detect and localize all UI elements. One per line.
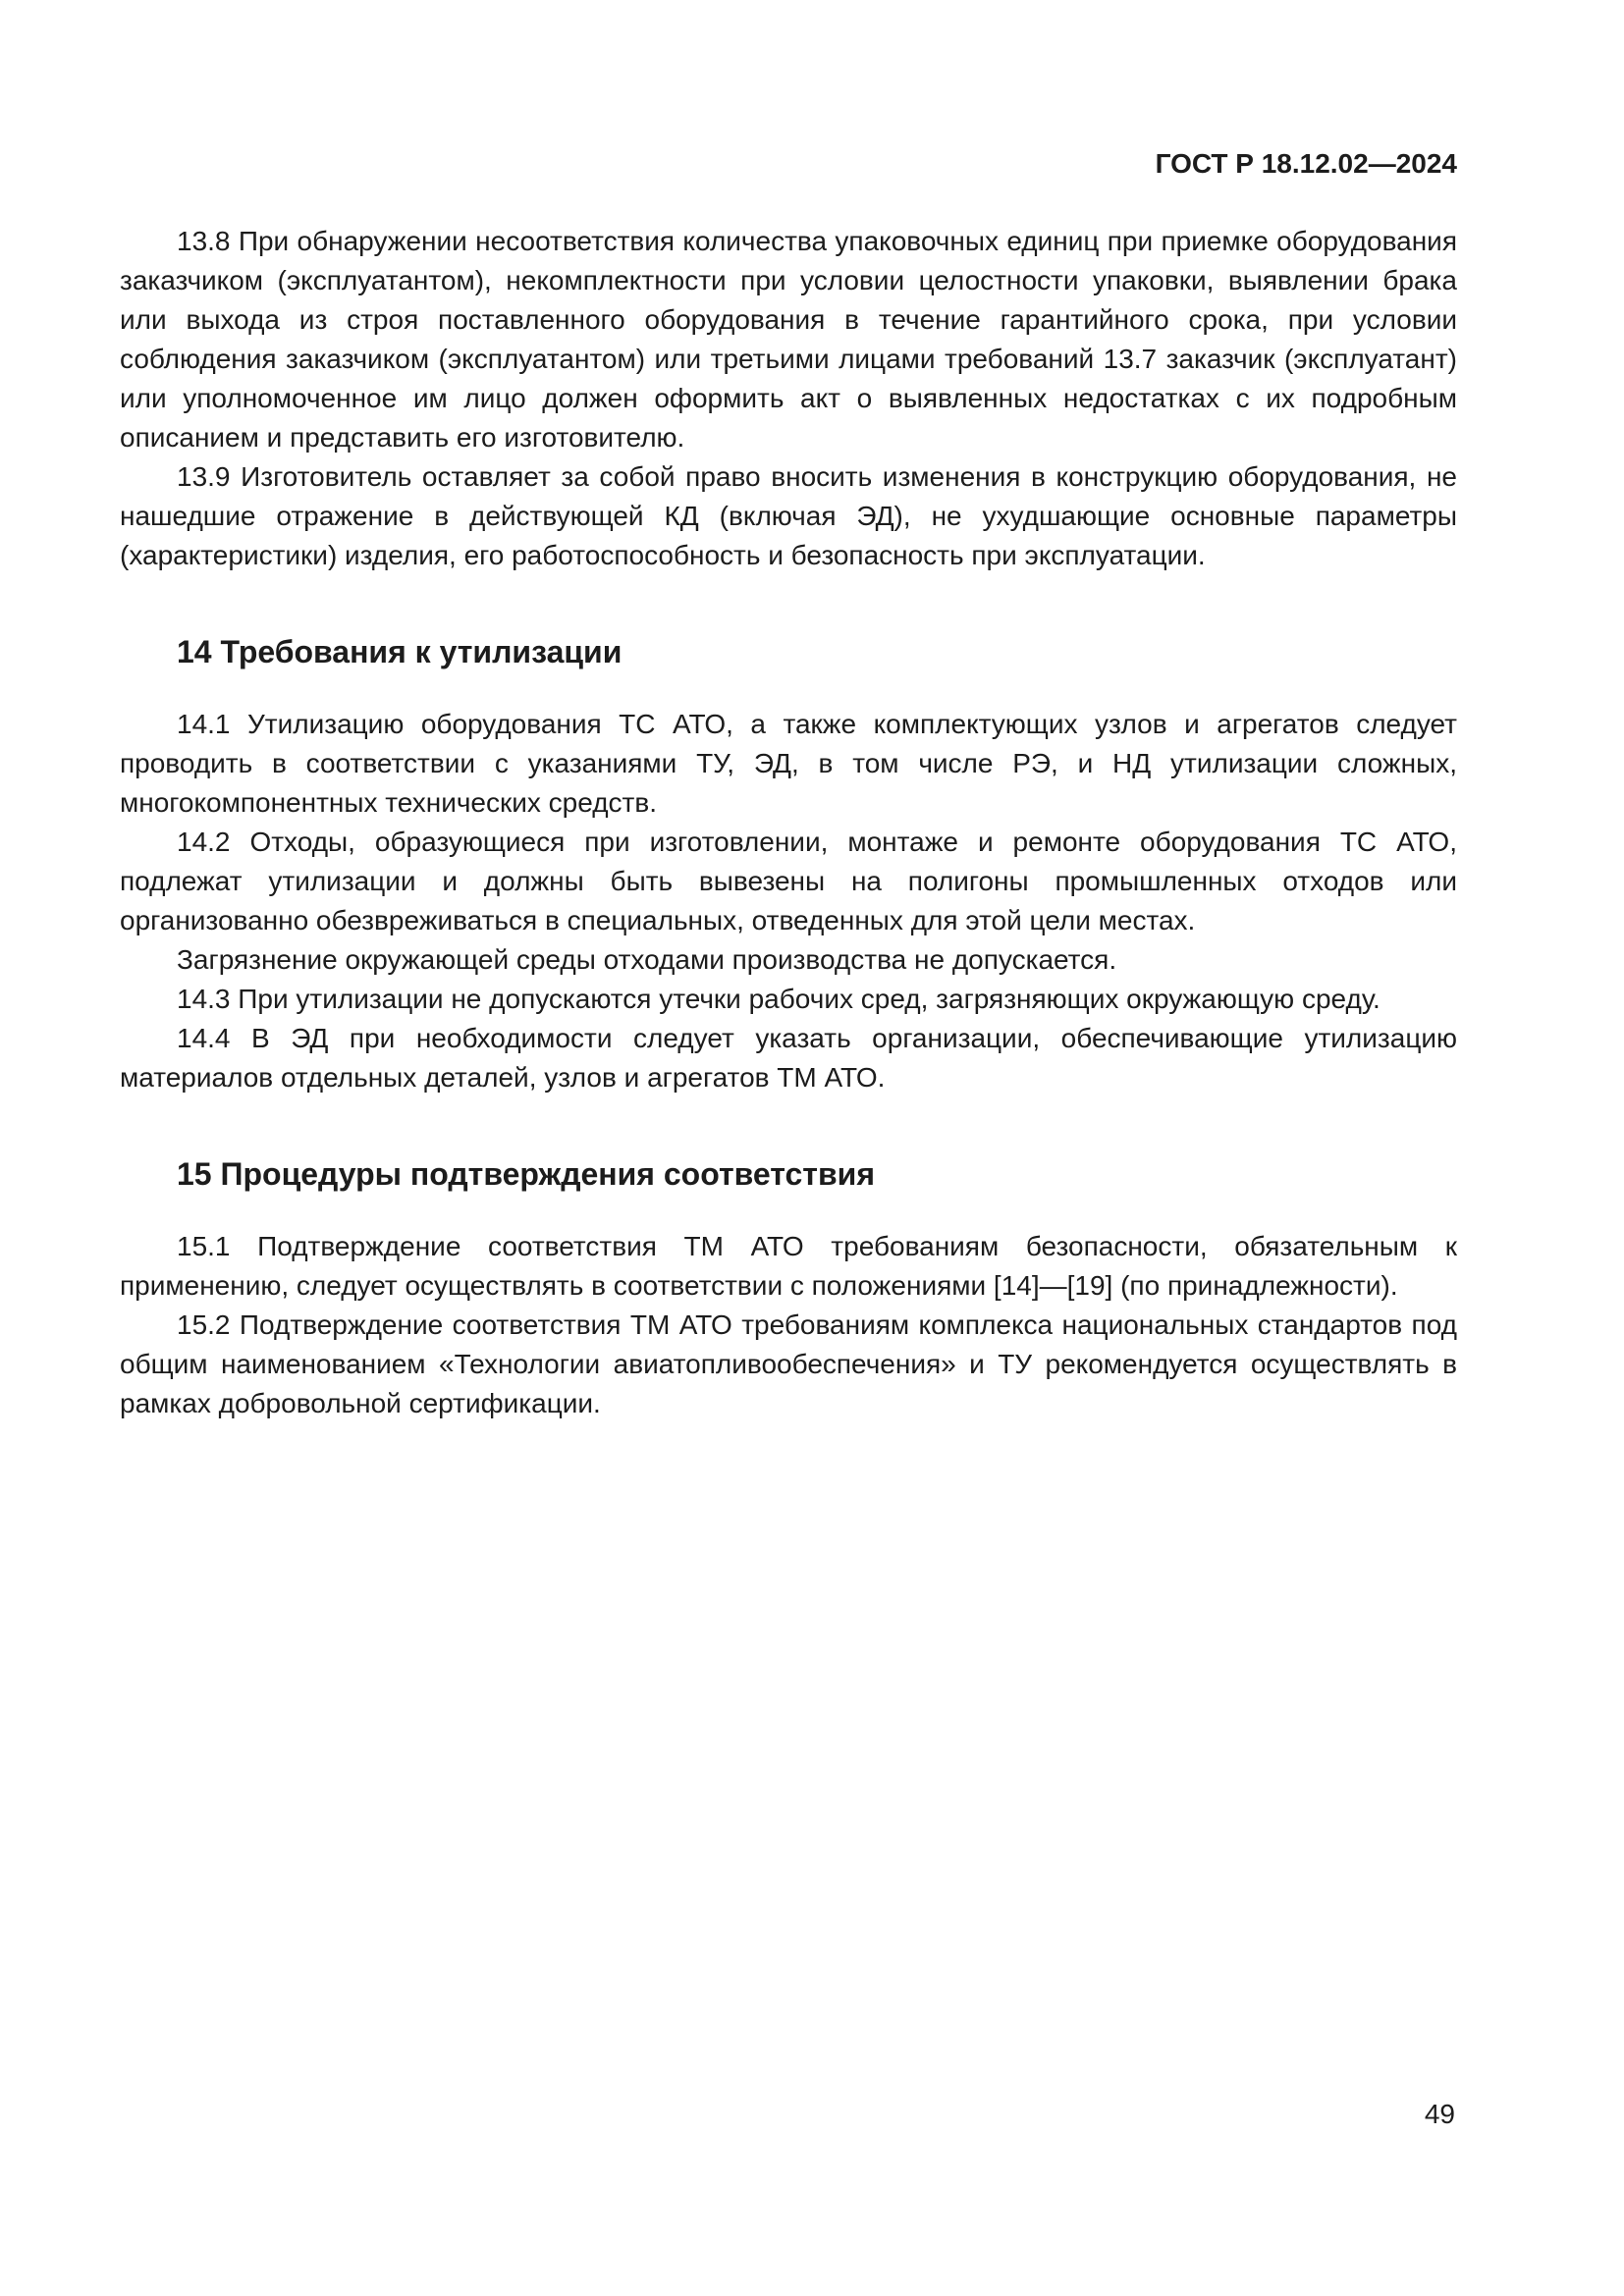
paragraph-14-4: 14.4 В ЭД при необходимости следует указать организации, обеспечивающие утилизацию материалов отдельных деталей, узлов и агрегатов ТМ АТО. xyxy=(120,1023,1457,1093)
paragraph-15-2: 15.2 Подтверждение соответствия ТМ АТО требованиям комплекса национальных стандартов под общим наименованием «Технологии авиатопливообеспечения» и ТУ рекомендуется осуществлять в рамках добровольной сертификации. xyxy=(120,1309,1457,1418)
section-heading-15: 15 Процедуры подтверждения соответствия xyxy=(177,1156,875,1192)
paragraph-14-2-note: Загрязнение окружающей среды отходами производства не допускается. xyxy=(177,944,1117,975)
paragraph-15-1: 15.1 Подтверждение соответствия ТМ АТО требованиям безопасности, обязательным к применению, следует осуществлять в соответствии с положениями [14]—[19] (по принадлежности). xyxy=(120,1231,1457,1301)
paragraph-14-1: 14.1 Утилизацию оборудования ТС АТО, а также комплектующих узлов и агрегатов следует проводить в соответствии с указаниями ТУ, ЭД, в том числе РЭ, и НД утилизации сложных, многокомпонентных технических средств. xyxy=(120,709,1457,818)
document-content xyxy=(120,147,1457,1423)
section-heading-14: 14 Требования к утилизации xyxy=(177,634,623,669)
paragraph-14-2: 14.2 Отходы, образующиеся при изготовлении, монтаже и ремонте оборудования ТС АТО, подлежат утилизации и должны быть вывезены на полигоны промышленных отходов или организованно обезвреживаться в специальных, отведенных для этой цели местах. xyxy=(120,827,1457,935)
page-number: 49 xyxy=(1424,2099,1455,2129)
paragraph-14-3: 14.3 При утилизации не допускаются утечки рабочих сред, загрязняющих окружающую среду. xyxy=(177,984,1380,1014)
paragraph-13-9: 13.9 Изготовитель оставляет за собой право вносить изменения в конструкцию оборудования, не нашедшие отражение в действующей КД (включая ЭД), не ухудшающие основные параметры (характеристики) изделия, его работоспособность и безопасность при эксплуатации. xyxy=(120,461,1457,570)
paragraph-13-8: 13.8 При обнаружении несоответствия количества упаковочных единиц при приемке оборудования заказчиком (эксплуатантом), некомплектности при условии целостности упаковки, выявлении брака или выхода из строя поставленного оборудования в течение гарантийного срока, при условии соблюдения заказчиком (эксплуатантом) или третьими лицами требований 13.7 заказчик (эксплуатант) или уполномоченное им лицо должен оформить акт о выявленных недостатках с их подробным описанием и представить его изготовителю. xyxy=(120,226,1457,453)
document-header-gost-number: ГОСТ Р 18.12.02—2024 xyxy=(1155,148,1457,179)
